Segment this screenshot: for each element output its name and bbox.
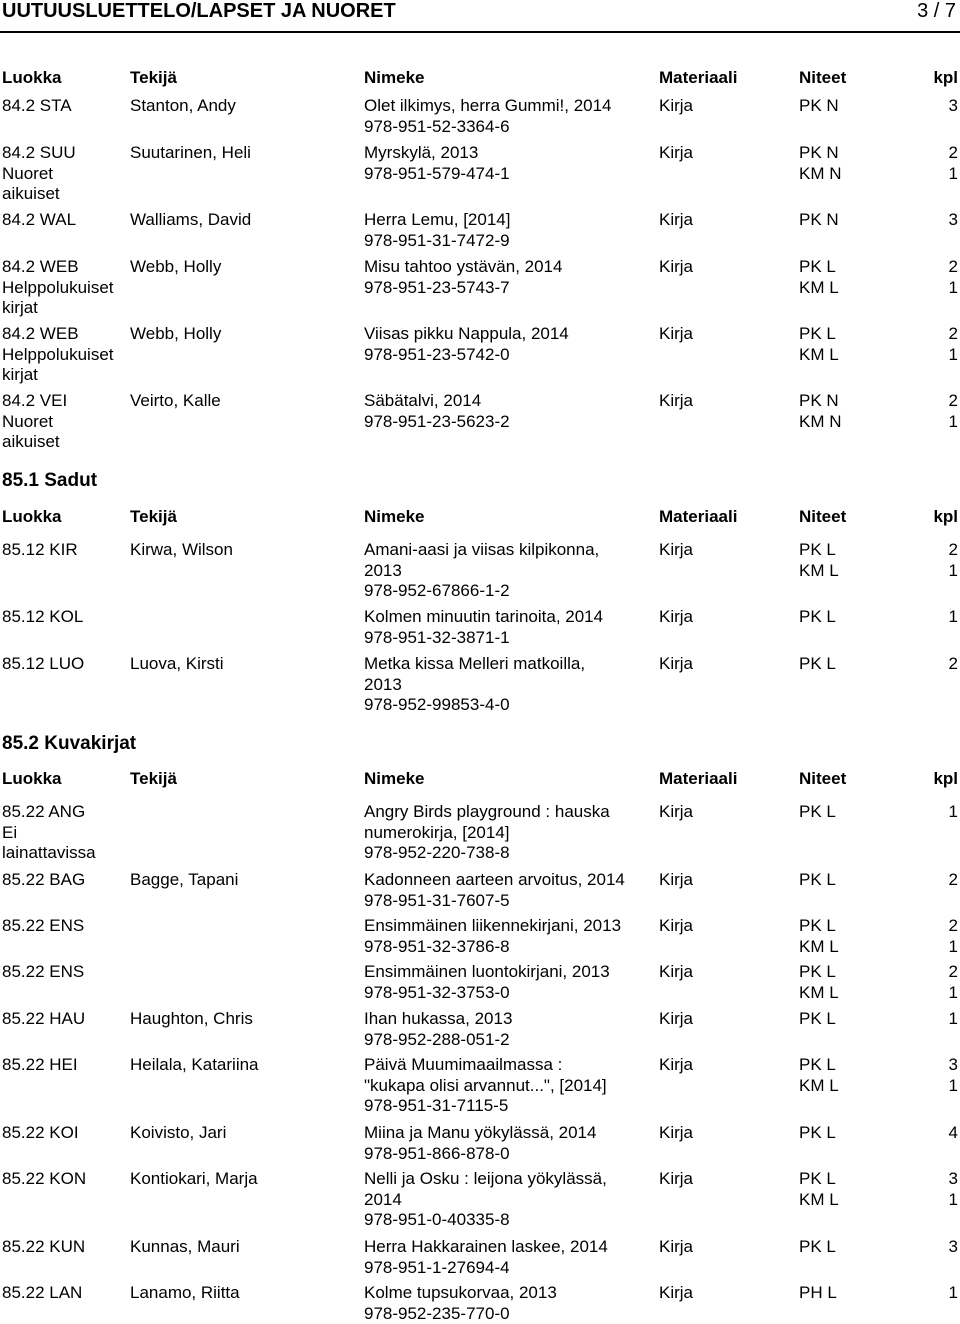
cell-kpl <box>940 962 958 1003</box>
cell-luokka <box>2 916 84 937</box>
niteet-line: PK L <box>799 1009 836 1030</box>
luokka-line: 84.2 WEB <box>2 257 114 278</box>
tekija-text: Kunnas, Mauri <box>130 1237 240 1258</box>
nimeke-line: numerokirja, [2014] <box>364 823 610 844</box>
nimeke-line: Olet ilkimys, herra Gummi!, 2014 <box>364 96 612 117</box>
column-header-materiaali: Materiaali <box>659 68 737 88</box>
nimeke-line: 978-951-23-5743-7 <box>364 278 562 299</box>
luokka-line: 85.12 LUO <box>2 654 84 675</box>
cell-kpl <box>940 802 958 823</box>
kpl-line: 2 <box>940 962 958 983</box>
cell-nimeke <box>364 654 585 716</box>
column-header-tekija: Tekijä <box>130 68 177 88</box>
luokka-line: 84.2 WEB <box>2 324 114 345</box>
column-header-tekija: Tekijä <box>130 507 177 527</box>
materiaali-text: Kirja <box>659 324 693 345</box>
materiaali-text: Kirja <box>659 654 693 675</box>
nimeke-line: Kolmen minuutin tarinoita, 2014 <box>364 607 603 628</box>
cell-kpl <box>940 870 958 891</box>
column-header-row <box>0 507 960 527</box>
nimeke-line: 2014 <box>364 1190 607 1211</box>
cell-niteet <box>799 802 836 823</box>
tekija-text: Heilala, Katariina <box>130 1055 259 1076</box>
cell-nimeke <box>364 257 562 298</box>
nimeke-line: Myrskylä, 2013 <box>364 143 510 164</box>
cell-materiaali <box>659 324 693 345</box>
nimeke-line: 978-951-32-3871-1 <box>364 628 603 649</box>
materiaali-text: Kirja <box>659 1237 693 1258</box>
luokka-line: 84.2 SUU <box>2 143 76 164</box>
cell-nimeke <box>364 1283 557 1324</box>
cell-kpl <box>940 1009 958 1030</box>
nimeke-line: 978-952-288-051-2 <box>364 1030 512 1051</box>
cell-kpl <box>940 96 958 117</box>
luokka-line: aikuiset <box>2 432 67 453</box>
cell-nimeke <box>364 962 610 1003</box>
nimeke-line: Kadonneen aarteen arvoitus, 2014 <box>364 870 625 891</box>
cell-niteet <box>799 1055 839 1096</box>
cell-materiaali <box>659 540 693 561</box>
cell-nimeke <box>364 143 510 184</box>
cell-tekija <box>130 324 221 345</box>
nimeke-line: 978-951-0-40335-8 <box>364 1210 607 1231</box>
kpl-line: 1 <box>940 412 958 433</box>
cell-nimeke <box>364 96 612 137</box>
column-header-nimeke: Nimeke <box>364 769 424 789</box>
luokka-line: 85.22 KON <box>2 1169 86 1190</box>
cell-materiaali <box>659 210 693 231</box>
tekija-text: Webb, Holly <box>130 257 221 278</box>
cell-nimeke <box>364 1055 607 1117</box>
kpl-line: 3 <box>940 210 958 231</box>
cell-luokka <box>2 540 78 561</box>
cell-niteet <box>799 210 839 231</box>
cell-luokka <box>2 1123 79 1144</box>
column-header-luokka: Luokka <box>2 769 62 789</box>
luokka-line: 85.22 ENS <box>2 962 84 983</box>
cell-materiaali <box>659 391 693 412</box>
luokka-line: 85.22 KUN <box>2 1237 85 1258</box>
luokka-line: 85.12 KIR <box>2 540 78 561</box>
nimeke-line: Kolme tupsukorvaa, 2013 <box>364 1283 557 1304</box>
cell-luokka <box>2 1009 85 1030</box>
column-header-materiaali: Materiaali <box>659 507 737 527</box>
column-header-row <box>0 769 960 789</box>
cell-tekija <box>130 540 233 561</box>
nimeke-line: Päivä Muumimaailmassa : <box>364 1055 607 1076</box>
niteet-line: KM L <box>799 983 839 1004</box>
nimeke-line: Amani-aasi ja viisas kilpikonna, <box>364 540 599 561</box>
cell-nimeke <box>364 540 599 602</box>
niteet-line: KM L <box>799 561 839 582</box>
column-header-niteet: Niteet <box>799 507 846 527</box>
niteet-line: KM L <box>799 278 839 299</box>
kpl-line: 1 <box>940 1009 958 1030</box>
cell-luokka <box>2 1055 78 1076</box>
tekija-text: Lanamo, Riitta <box>130 1283 240 1304</box>
materiaali-text: Kirja <box>659 802 693 823</box>
kpl-line: 4 <box>940 1123 958 1144</box>
luokka-line: Nuoret <box>2 164 76 185</box>
column-header-kpl: kpl <box>928 769 958 789</box>
cell-materiaali <box>659 1169 693 1190</box>
nimeke-line: 978-951-1-27694-4 <box>364 1258 608 1279</box>
luokka-line: Helppolukuiset <box>2 278 114 299</box>
nimeke-line: 978-951-31-7472-9 <box>364 231 510 252</box>
materiaali-text: Kirja <box>659 1169 693 1190</box>
materiaali-text: Kirja <box>659 540 693 561</box>
kpl-line: 2 <box>940 257 958 278</box>
nimeke-line: 978-951-52-3364-6 <box>364 117 612 138</box>
kpl-line: 1 <box>940 345 958 366</box>
nimeke-line: 978-951-866-878-0 <box>364 1144 596 1165</box>
niteet-line: PK L <box>799 870 836 891</box>
tekija-text: Webb, Holly <box>130 324 221 345</box>
cell-niteet <box>799 143 842 184</box>
cell-nimeke <box>364 1237 608 1278</box>
cell-tekija <box>130 1237 240 1258</box>
cell-niteet <box>799 96 839 117</box>
cell-materiaali <box>659 1237 693 1258</box>
niteet-line: PK L <box>799 802 836 823</box>
luokka-line: 85.22 ENS <box>2 916 84 937</box>
cell-luokka <box>2 257 114 319</box>
niteet-line: PK L <box>799 540 839 561</box>
niteet-line: PK L <box>799 1123 836 1144</box>
cell-niteet <box>799 607 836 628</box>
cell-kpl <box>940 1283 958 1304</box>
cell-kpl <box>940 654 958 675</box>
kpl-line: 2 <box>940 916 958 937</box>
tekija-text: Veirto, Kalle <box>130 391 221 412</box>
section-title: 85.1 Sadut <box>2 470 97 492</box>
nimeke-line: 978-952-99853-4-0 <box>364 695 585 716</box>
cell-niteet <box>799 1283 837 1304</box>
materiaali-text: Kirja <box>659 96 693 117</box>
materiaali-text: Kirja <box>659 962 693 983</box>
cell-luokka <box>2 324 114 386</box>
niteet-line: PK L <box>799 962 839 983</box>
cell-tekija <box>130 870 238 891</box>
column-header-nimeke: Nimeke <box>364 507 424 527</box>
cell-tekija <box>130 96 236 117</box>
nimeke-line: Miina ja Manu yökylässä, 2014 <box>364 1123 596 1144</box>
kpl-line: 3 <box>940 1169 958 1190</box>
cell-kpl <box>940 916 958 957</box>
cell-niteet <box>799 1169 839 1210</box>
luokka-line: 85.22 ANG <box>2 802 96 823</box>
kpl-line: 2 <box>940 324 958 345</box>
cell-materiaali <box>659 802 693 823</box>
kpl-line: 1 <box>940 802 958 823</box>
niteet-line: KM N <box>799 412 842 433</box>
cell-kpl <box>940 324 958 365</box>
tekija-text: Luova, Kirsti <box>130 654 224 675</box>
cell-materiaali <box>659 96 693 117</box>
section-title: 85.2 Kuvakirjat <box>2 733 136 755</box>
cell-kpl <box>940 1055 958 1096</box>
cell-tekija <box>130 391 221 412</box>
niteet-line: PK L <box>799 607 836 628</box>
tekija-text: Kirwa, Wilson <box>130 540 233 561</box>
niteet-line: KM L <box>799 1190 839 1211</box>
cell-luokka <box>2 1237 85 1258</box>
niteet-line: KM L <box>799 345 839 366</box>
materiaali-text: Kirja <box>659 143 693 164</box>
cell-materiaali <box>659 143 693 164</box>
nimeke-line: 978-951-23-5623-2 <box>364 412 510 433</box>
cell-kpl <box>940 210 958 231</box>
tekija-text: Haughton, Chris <box>130 1009 253 1030</box>
nimeke-line: 978-951-23-5742-0 <box>364 345 569 366</box>
header-divider <box>0 31 960 33</box>
materiaali-text: Kirja <box>659 257 693 278</box>
kpl-line: 1 <box>940 164 958 185</box>
niteet-line: KM L <box>799 1076 839 1097</box>
kpl-line: 1 <box>940 1190 958 1211</box>
nimeke-line: Viisas pikku Nappula, 2014 <box>364 324 569 345</box>
nimeke-line: 978-952-220-738-8 <box>364 843 610 864</box>
cell-niteet <box>799 916 839 957</box>
niteet-line: PK N <box>799 391 842 412</box>
nimeke-line: 978-951-32-3786-8 <box>364 937 621 958</box>
kpl-line: 2 <box>940 870 958 891</box>
nimeke-line: Herra Lemu, [2014] <box>364 210 510 231</box>
cell-materiaali <box>659 1009 693 1030</box>
cell-kpl <box>940 540 958 581</box>
cell-luokka <box>2 802 96 864</box>
cell-niteet <box>799 1009 836 1030</box>
nimeke-line: Ensimmäinen liikennekirjani, 2013 <box>364 916 621 937</box>
nimeke-line: Herra Hakkarainen laskee, 2014 <box>364 1237 608 1258</box>
luokka-line: Ei <box>2 823 96 844</box>
nimeke-line: 978-952-67866-1-2 <box>364 581 599 602</box>
column-header-niteet: Niteet <box>799 68 846 88</box>
cell-niteet <box>799 1123 836 1144</box>
nimeke-line: 978-951-31-7115-5 <box>364 1096 607 1117</box>
cell-materiaali <box>659 257 693 278</box>
nimeke-line: 978-951-31-7607-5 <box>364 891 625 912</box>
cell-tekija <box>130 210 251 231</box>
nimeke-line: 2013 <box>364 561 599 582</box>
cell-materiaali <box>659 1283 693 1304</box>
cell-luokka <box>2 870 85 891</box>
cell-niteet <box>799 324 839 365</box>
niteet-line: KM L <box>799 937 839 958</box>
nimeke-line: 978-951-32-3753-0 <box>364 983 610 1004</box>
cell-kpl <box>940 143 958 184</box>
cell-tekija <box>130 143 251 164</box>
cell-tekija <box>130 1283 240 1304</box>
cell-tekija <box>130 654 224 675</box>
cell-niteet <box>799 1237 836 1258</box>
cell-niteet <box>799 962 839 1003</box>
niteet-line: PK L <box>799 1169 839 1190</box>
column-header-kpl: kpl <box>928 507 958 527</box>
tekija-text: Koivisto, Jari <box>130 1123 226 1144</box>
luokka-line: 84.2 WAL <box>2 210 76 231</box>
niteet-line: PK L <box>799 324 839 345</box>
luokka-line: Nuoret <box>2 412 67 433</box>
luokka-line: kirjat <box>2 365 114 386</box>
luokka-line: 85.22 LAN <box>2 1283 82 1304</box>
tekija-text: Stanton, Andy <box>130 96 236 117</box>
cell-nimeke <box>364 916 621 957</box>
cell-materiaali <box>659 607 693 628</box>
nimeke-line: Ihan hukassa, 2013 <box>364 1009 512 1030</box>
cell-kpl <box>940 391 958 432</box>
niteet-line: PK L <box>799 916 839 937</box>
cell-luokka <box>2 962 84 983</box>
kpl-line: 1 <box>940 937 958 958</box>
kpl-line: 1 <box>940 983 958 1004</box>
kpl-line: 3 <box>940 1237 958 1258</box>
cell-nimeke <box>364 210 510 251</box>
materiaali-text: Kirja <box>659 1123 693 1144</box>
cell-niteet <box>799 654 836 675</box>
column-header-niteet: Niteet <box>799 769 846 789</box>
materiaali-text: Kirja <box>659 916 693 937</box>
tekija-text: Kontiokari, Marja <box>130 1169 258 1190</box>
tekija-text: Suutarinen, Heli <box>130 143 251 164</box>
cell-kpl <box>940 1123 958 1144</box>
column-header-materiaali: Materiaali <box>659 769 737 789</box>
cell-luokka <box>2 1283 82 1304</box>
page-number: 3 / 7 <box>917 0 956 23</box>
cell-materiaali <box>659 916 693 937</box>
cell-niteet <box>799 870 836 891</box>
niteet-line: PK N <box>799 96 839 117</box>
luokka-line: 85.22 HAU <box>2 1009 85 1030</box>
page-title: UUTUUSLUETTELO/LAPSET JA NUORET <box>2 0 396 23</box>
cell-tekija <box>130 257 221 278</box>
niteet-line: PK L <box>799 1055 839 1076</box>
cell-tekija <box>130 1123 226 1144</box>
luokka-line: 85.22 BAG <box>2 870 85 891</box>
luokka-line: aikuiset <box>2 184 76 205</box>
niteet-line: PK N <box>799 143 842 164</box>
luokka-line: 85.12 KOL <box>2 607 83 628</box>
column-header-luokka: Luokka <box>2 68 62 88</box>
kpl-line: 2 <box>940 540 958 561</box>
niteet-line: PK L <box>799 654 836 675</box>
cell-luokka <box>2 654 84 675</box>
nimeke-line: Ensimmäinen luontokirjani, 2013 <box>364 962 610 983</box>
luokka-line: Helppolukuiset <box>2 345 114 366</box>
nimeke-line: Säbätalvi, 2014 <box>364 391 510 412</box>
cell-nimeke <box>364 1169 607 1231</box>
cell-nimeke <box>364 607 603 648</box>
luokka-line: 84.2 VEI <box>2 391 67 412</box>
cell-kpl <box>940 607 958 628</box>
cell-luokka <box>2 607 83 628</box>
materiaali-text: Kirja <box>659 1283 693 1304</box>
cell-nimeke <box>364 324 569 365</box>
kpl-line: 2 <box>940 143 958 164</box>
kpl-line: 3 <box>940 1055 958 1076</box>
cell-tekija <box>130 1009 253 1030</box>
nimeke-line: 978-952-235-770-0 <box>364 1304 557 1324</box>
column-header-luokka: Luokka <box>2 507 62 527</box>
cell-kpl <box>940 1169 958 1210</box>
tekija-text: Bagge, Tapani <box>130 870 238 891</box>
niteet-line: PK L <box>799 1237 836 1258</box>
materiaali-text: Kirja <box>659 870 693 891</box>
kpl-line: 1 <box>940 1076 958 1097</box>
niteet-line: PK L <box>799 257 839 278</box>
materiaali-text: Kirja <box>659 607 693 628</box>
materiaali-text: Kirja <box>659 1055 693 1076</box>
cell-luokka <box>2 96 72 117</box>
materiaali-text: Kirja <box>659 1009 693 1030</box>
cell-tekija <box>130 1169 258 1190</box>
luokka-line: 85.22 HEI <box>2 1055 78 1076</box>
cell-materiaali <box>659 654 693 675</box>
column-header-nimeke: Nimeke <box>364 68 424 88</box>
kpl-line: 1 <box>940 607 958 628</box>
cell-luokka <box>2 391 67 453</box>
materiaali-text: Kirja <box>659 210 693 231</box>
kpl-line: 1 <box>940 1283 958 1304</box>
column-header-row <box>0 68 960 88</box>
kpl-line: 1 <box>940 278 958 299</box>
niteet-line: KM N <box>799 164 842 185</box>
cell-niteet <box>799 257 839 298</box>
nimeke-line: Angry Birds playground : hauska <box>364 802 610 823</box>
cell-luokka <box>2 210 76 231</box>
nimeke-line: Metka kissa Melleri matkoilla, <box>364 654 585 675</box>
niteet-line: PH L <box>799 1283 837 1304</box>
kpl-line: 2 <box>940 391 958 412</box>
kpl-line: 3 <box>940 96 958 117</box>
cell-materiaali <box>659 1055 693 1076</box>
cell-nimeke <box>364 802 610 864</box>
niteet-line: PK N <box>799 210 839 231</box>
kpl-line: 2 <box>940 654 958 675</box>
cell-niteet <box>799 540 839 581</box>
cell-nimeke <box>364 870 625 911</box>
cell-kpl <box>940 257 958 298</box>
cell-luokka <box>2 1169 86 1190</box>
kpl-line: 1 <box>940 561 958 582</box>
luokka-line: 85.22 KOI <box>2 1123 79 1144</box>
luokka-line: 84.2 STA <box>2 96 72 117</box>
nimeke-line: "kukapa olisi arvannut...", [2014] <box>364 1076 607 1097</box>
cell-kpl <box>940 1237 958 1258</box>
materiaali-text: Kirja <box>659 391 693 412</box>
cell-luokka <box>2 143 76 205</box>
cell-nimeke <box>364 391 510 432</box>
cell-materiaali <box>659 870 693 891</box>
cell-materiaali <box>659 962 693 983</box>
cell-nimeke <box>364 1009 512 1050</box>
nimeke-line: 2013 <box>364 675 585 696</box>
cell-tekija <box>130 1055 259 1076</box>
cell-niteet <box>799 391 842 432</box>
nimeke-line: Nelli ja Osku : leijona yökylässä, <box>364 1169 607 1190</box>
column-header-kpl: kpl <box>928 68 958 88</box>
luokka-line: lainattavissa <box>2 843 96 864</box>
luokka-line: kirjat <box>2 298 114 319</box>
cell-materiaali <box>659 1123 693 1144</box>
cell-nimeke <box>364 1123 596 1164</box>
column-header-tekija: Tekijä <box>130 769 177 789</box>
nimeke-line: 978-951-579-474-1 <box>364 164 510 185</box>
tekija-text: Walliams, David <box>130 210 251 231</box>
nimeke-line: Misu tahtoo ystävän, 2014 <box>364 257 562 278</box>
